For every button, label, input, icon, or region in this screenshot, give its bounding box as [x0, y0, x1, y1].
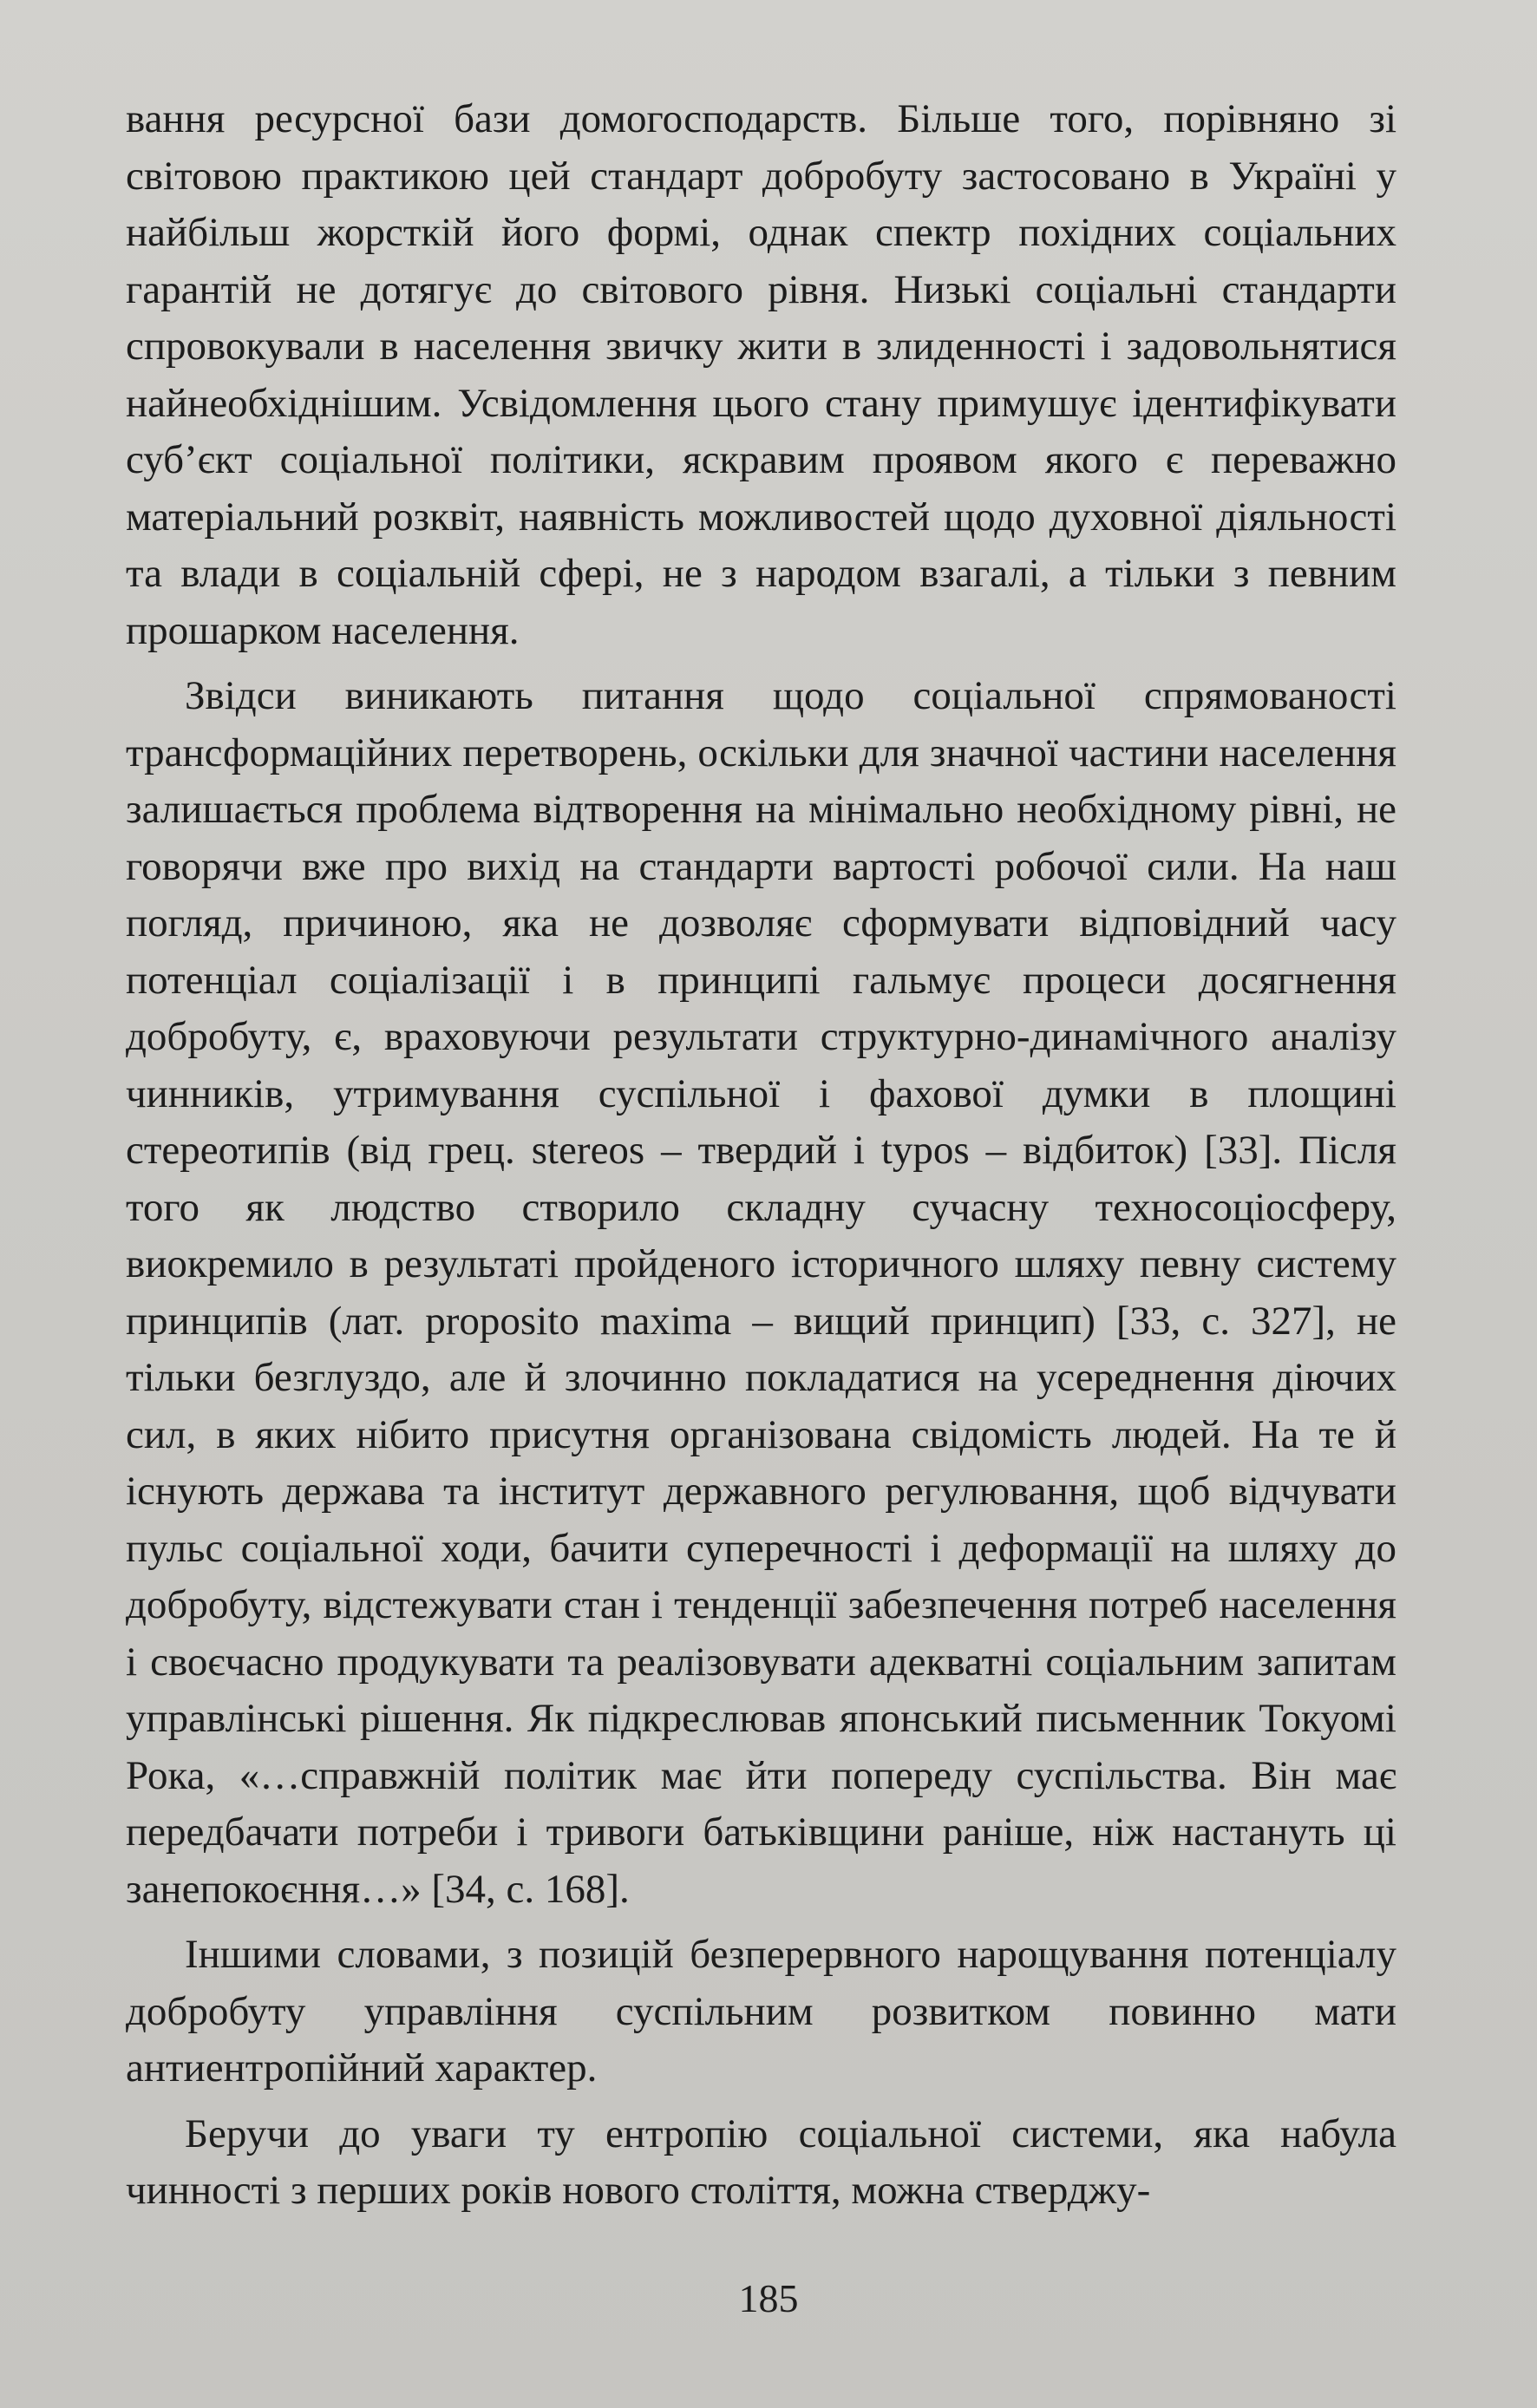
page-number: 185 — [738, 2276, 799, 2320]
paragraph-3: Іншими словами, з позицій безперервного нарощування потенціалу добробуту управління суспільним розвитком повинно мати антиентропійний характер. — [126, 1932, 1396, 2091]
paragraph-2: Звідси виникають питання щодо соціальної спрямованості трансформаційних перетворень, оскільки для значної частини населення залишається проблема відтворення на мінімально необхідному рівні, не говорячи вже про вихід на стандарти вартості робочої сили. На наш погляд, причиною, яка не дозволяє сформувати відповідний часу потенціал соціалізації і в принципі гальмує процеси досягнення добробуту, є, враховуючи результати структурно-динамічного аналізу чинників, утримування суспільної і фахової думки в площині стереотипів (від грец. stereos – твердий і typos – відбиток) [33]. Після того як людство створило складну сучасну техносоціосферу, виокремило в результаті пройденого історичного шляху певну систему принципів (лат. proposito maxima – вищий принцип) [33, с. 327], не тільки безглуздо, але й злочинно покладатися на усереднення діючих сил, в яких нібито присутня організована свідомість людей. На те й існують держава та інститут державного регулювання, щоб відчувати пульс соціальної ходи, бачити суперечності і деформації на шляху до добробуту, відстежувати стан і тенденції забезпечення потреб населення і своєчасно продукувати та реалізовувати адекватні соціальним запитам управлінські рішення. Як підкреслював японський письменник Токуомі Рока, «…справжній політик має йти попереду суспільства. Він має передбачати потреби і тривоги батьківщини раніше, ніж настануть ці занепокоєння…» [34, с. 168]. — [126, 673, 1396, 1912]
page-body-text — [126, 91, 1396, 2220]
paragraph-4: Беручи до уваги ту ентропію соціальної системи, яка набула чинності з перших років нового століття, можна стверджу- — [126, 2110, 1396, 2213]
paragraph-1: вання ресурсної бази домогосподарств. Більше того, порівняно зі світовою практикою цей стандарт добробуту застосовано в Україні у найбільш жорсткій його формі, однак спектр похідних соціальних гарантій не дотягує до світового рівня. Низькі соціальні стандарти спровокували в населення звичку жити в злиденності і задовольнятися найнеобхіднішим. Усвідомлення цього стану примушує ідентифікувати суб’єкт соціальної політики, яскравим проявом якого є переважно матеріальний розквіт, наявність можливостей щодо духовної діяльності та влади в соціальній сфері, не з народом взагалі, а тільки з певним прошарком населення. — [126, 96, 1396, 653]
